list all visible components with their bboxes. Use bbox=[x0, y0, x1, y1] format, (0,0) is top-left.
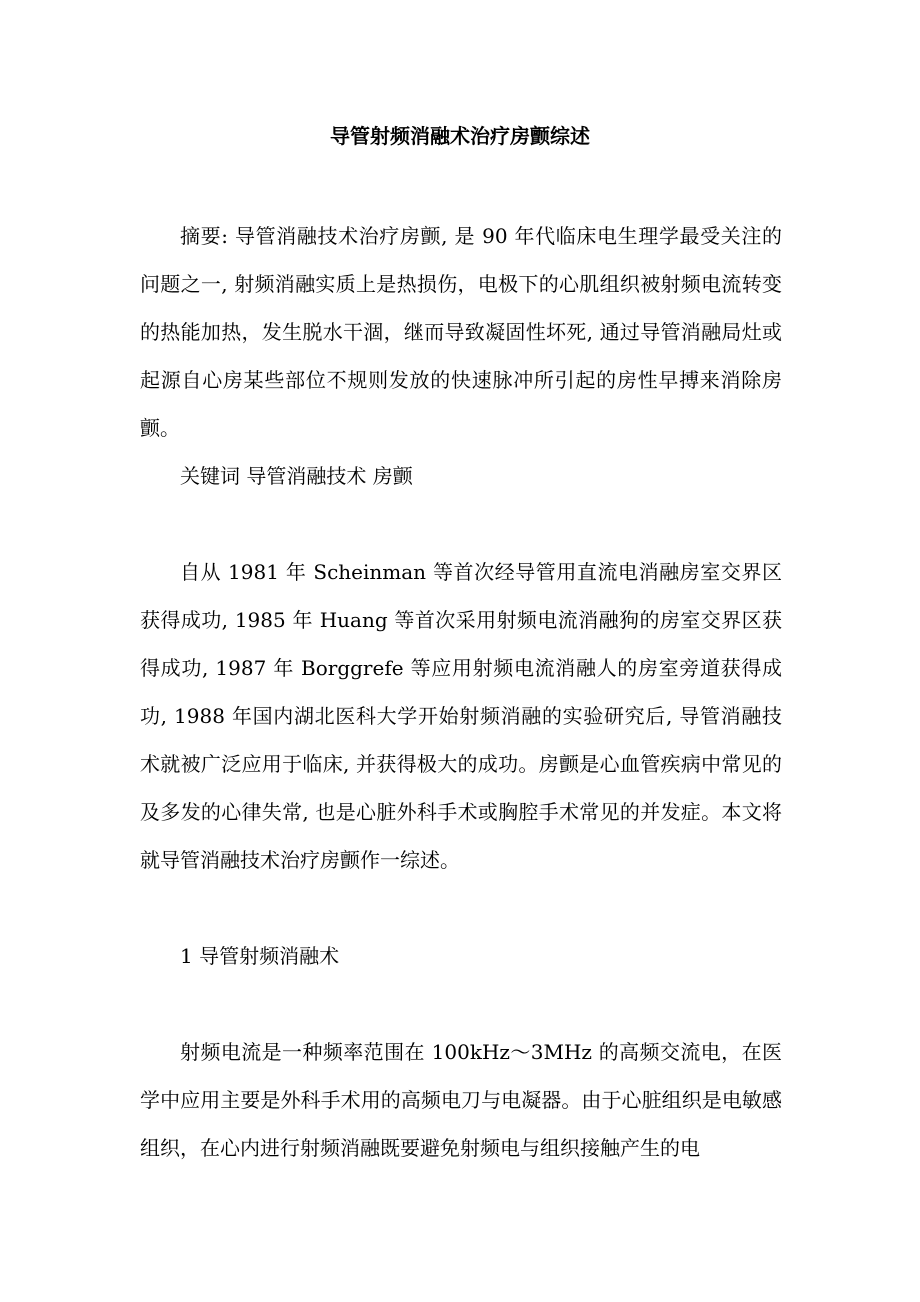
body-paragraph: 射频电流是一种频率范围在 100kHz～3MHz 的高频交流电，在医学中应用主要是外科手术用的高频电刀与电凝器。由于心脏组织是电敏感组织，在心内进行射频消融既要避免射频电与组织接触产生的电 bbox=[140, 1040, 782, 1160]
document-title: 导管射频消融术治疗房颤综述 bbox=[330, 124, 590, 148]
intro-paragraph: 自从 1981 年 Scheinman 等首次经导管用直流电消融房室交界区获得成功, 1985 年 Huang 等首次采用射频电流消融狗的房室交界区获得成功, 1987 年 Borggrefe 等应用射频电流消融人的房室旁道获得成功, 1988 年国内湖北医科大学开始射频消融的实验研究后, 导管消融技术就被广泛应用于临床, 并获得极大的成功。房颤是心血管疾病中常见的及多发的心律失常, 也是心脏外科手术或胸腔手术常见的并发症。本文将就导管消融技术治疗房颤作一综述。 bbox=[140, 560, 782, 872]
abstract-paragraph: 摘要: 导管消融技术治疗房颤, 是 90 年代临床电生理学最受关注的问题之一, 射频消融实质上是热损伤，电极下的心肌组织被射频电流转变的热能加热，发生脱水干涸，继而导致凝固性坏死, 通过导管消融局灶或起源自心房某些部位不规则发放的快速脉冲所引起的房性早搏来消除房颤。 bbox=[140, 224, 782, 440]
section-heading: 1 导管射频消融术 bbox=[180, 944, 340, 968]
keywords-line: 关键词 导管消融技术 房颤 bbox=[180, 464, 413, 488]
